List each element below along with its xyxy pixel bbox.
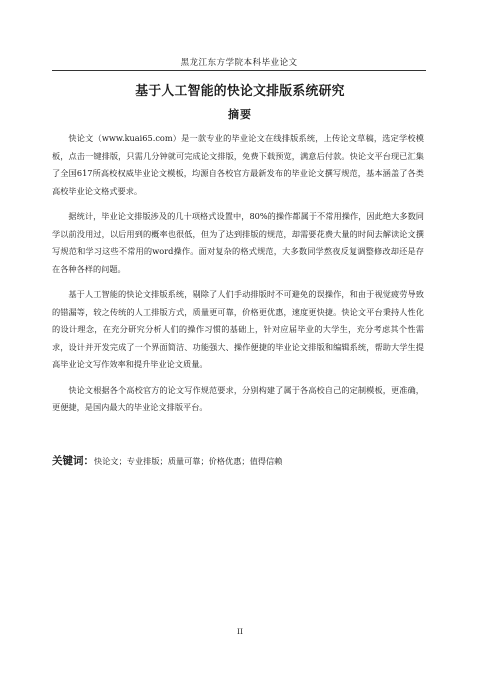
keywords-line <box>52 454 432 468</box>
running-header: 黑龙江东方学院本科毕业论文 <box>180 58 298 68</box>
abstract-paragraph: 快论文（www.kuai65.com）是一款专业的毕业论文在线排版系统，上传论文草稿，选定学校模板，点击一键排版，只需几分钟就可完成论文排版，免费下载预览，满意后付款。快论文平台现已汇集了全国617所高校权威毕业论文模板，均源自各校官方最新发布的毕业论文撰写规范，基本涵盖了各类高校毕业论文格式要求。 <box>52 133 424 196</box>
abstract-paragraph: 基于人工智能的快论文排版系统，剔除了人们手动排版时不可避免的误操作，和由于视觉疲劳导致的错漏等，较之传统的人工排版方式，质量更可靠，价格更优惠，速度更快捷。快论文平台秉持人性化的设计理念，在充分研究分析人们的操作习惯的基础上，针对应届毕业的大学生，充分考虑其个性需求，设计并开发完成了一个界面简洁、功能强大、操作便捷的毕业论文排版和编辑系统，帮助大学生提高毕业论文写作效率和提升毕业论文质量。 <box>52 289 424 369</box>
abstract-heading: 摘要 <box>228 108 252 121</box>
abstract-body <box>52 130 424 425</box>
abstract-paragraph: 据统计，毕业论文排版涉及的几十项格式设置中，80%的操作都属于不常用操作，因此绝大多数同学以前没用过，以后用到的概率也很低，但为了达到排版的规范，却需要花费大量的时间去解读论文撰写规范和学习这些不常用的word操作。面对复杂的格式规范，大多数同学熬夜反复调整修改却还是存在各种各样的问题。 <box>52 211 424 274</box>
header-rule <box>52 70 426 71</box>
abstract-paragraph: 快论文根据各个高校官方的论文写作规范要求，分别构建了属于各高校自己的定制模板，更准确，更便捷，是国内最大的毕业论文排版平台。 <box>52 384 424 412</box>
document-title: 基于人工智能的快论文排版系统研究 <box>135 84 345 99</box>
keywords-label: 关键词： <box>52 455 94 467</box>
keywords-text: 快论文；专业排版；质量可靠；价格优惠；值得信赖 <box>94 456 283 466</box>
page-number: II <box>237 627 243 636</box>
